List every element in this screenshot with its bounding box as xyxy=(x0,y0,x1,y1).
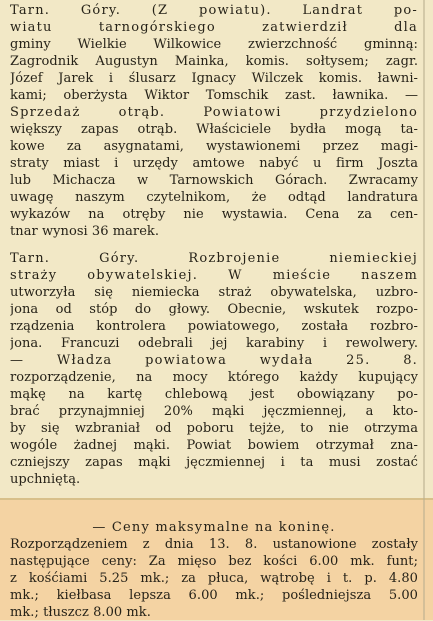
clipping-divider xyxy=(0,498,433,500)
article-line: kowe za asygnatami, wystawionemi przez magi- xyxy=(10,139,418,154)
article-line: rozporządzenie, na mocy którego każdy kupujący xyxy=(10,370,418,385)
column-edge xyxy=(423,0,425,620)
article-line: Sprzedaż otrąb. Powiatowi przydzielono xyxy=(10,105,418,120)
article-line: mk.; kiełbasa lepsza 6.00 mk.; pośledniejsza 5.00 xyxy=(10,588,418,603)
article-line: rządzenia kontrolera powiatowego, została rozbro- xyxy=(10,319,418,334)
article-line: utworzyła się niemiecka straż obywatelska, uzbro- xyxy=(10,285,418,300)
article-line: Zagrodnik Augustyn Mainka, komis. sołtysem; zagr. xyxy=(10,54,418,69)
article-line: wiatu tarnogórskiego zatwierdził dla xyxy=(10,20,418,35)
article-line: tnar wynosi 36 marek. xyxy=(10,224,160,239)
article-line: Tarn. Góry. (Z powiatu). Landrat po- xyxy=(10,3,418,18)
article-line: Rozporządzeniem z dnia 13. 8. ustanowione zostały xyxy=(10,537,418,552)
article-line: wogóle żadnej mąki. Powiat bowiem otrzymał zna- xyxy=(10,438,418,453)
article-line: gminy Wielkie Wilkowice zwierzchność gminną: xyxy=(10,37,418,52)
article-line: Tarn. Góry. Rozbrojenie niemieckiej xyxy=(10,251,418,266)
article-line: mąkę na kartę chlebową jest obowiązany po- xyxy=(10,387,418,402)
article-line: następujące ceny: Za mięso bez kości 6.00 mk. funt; xyxy=(10,554,418,569)
article-line: mk.; tłuszcz 8.00 mk. xyxy=(10,605,151,620)
article-line: uwagę naszym czytelnikom, że odtąd landratura xyxy=(10,190,418,205)
article-line: brać przynajmniej 20% mąki jęczmiennej, a kto- xyxy=(10,404,418,419)
article-line: jona. Francuzi odebrali jej karabiny i rewolwery. xyxy=(10,336,418,351)
article-line: z kośćiami 5.25 mk.; za płuca, wątrobę i t. p. 4.80 xyxy=(10,571,418,586)
article-line: straty miast i urzędy amtowe nabyć u firm Joszta xyxy=(10,156,418,171)
article-line: kami; oberżysta Wiktor Tomschik zast. ławnika. — xyxy=(10,88,418,103)
article-line: większy zapas otrąb. Właściciele bydła mogą ta- xyxy=(10,122,418,137)
article-line: by się wzbraniał od poboru tejże, to nie otrzyma xyxy=(10,421,418,436)
article-line: czniejszy zapas mąki jęczmiennej i ta musi zostać xyxy=(10,455,418,470)
article-line: wykazów na otręby nie wystawia. Cena za cen- xyxy=(10,207,418,222)
article-headline: — Ceny maksymalne na koninę. xyxy=(92,520,336,535)
article-line: Józef Jarek i ślusarz Ignacy Wilczek komis. ławni- xyxy=(10,71,418,86)
article-line: jona od stóp do głowy. Obecnie, wskutek rozpo- xyxy=(10,302,418,317)
article-line: lub Michacza w Tarnowskich Górach. Zwracamy xyxy=(10,173,418,188)
article-line: upchniętą. xyxy=(10,472,81,487)
article-line: straży obywatelskiej. W mieście naszem xyxy=(10,268,418,283)
article-line: — Władza powiatowa wydała 25. 8. xyxy=(10,353,418,368)
